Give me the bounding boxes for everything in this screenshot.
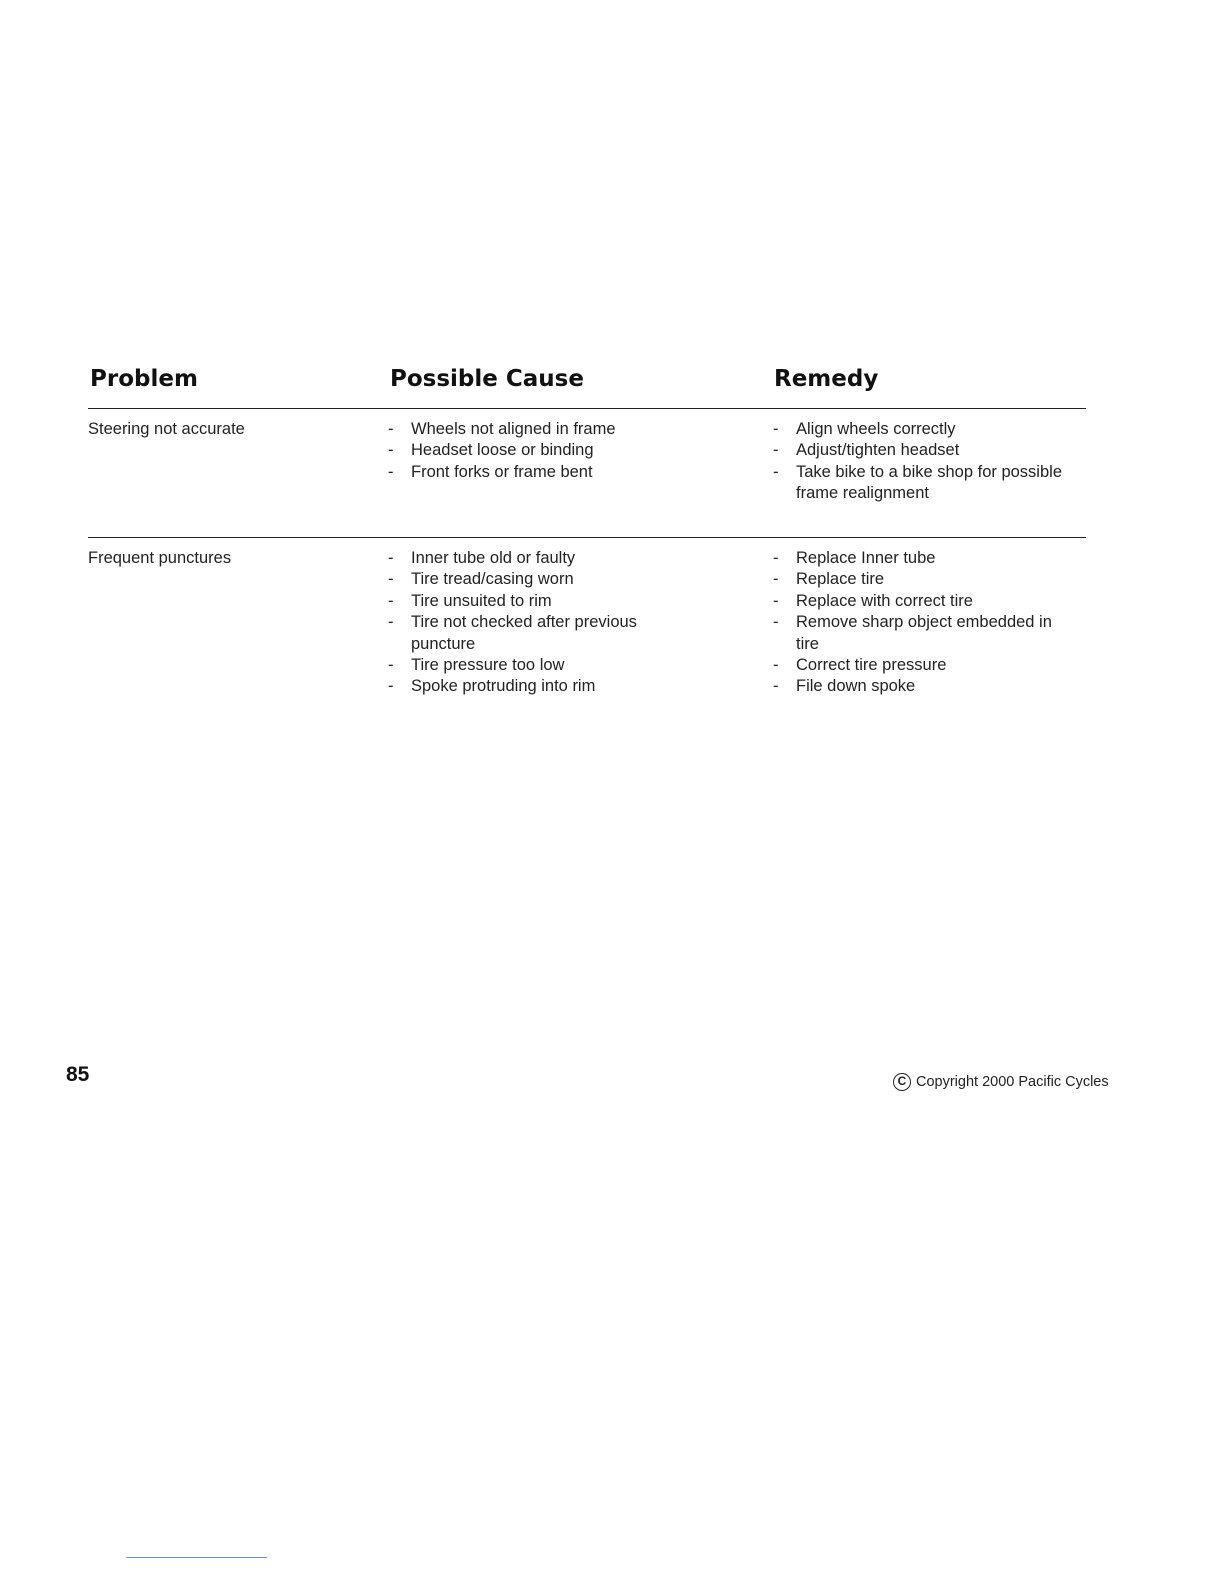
table-row: [88, 538, 1086, 708]
list-item: - Tire unsuited to rim: [386, 591, 686, 612]
copyright-notice: [893, 1073, 1109, 1091]
list-item: - Replace with correct tire: [771, 591, 1086, 612]
list-item: - Inner tube old or faulty: [386, 548, 686, 569]
list-item: - Correct tire pressure: [771, 655, 1086, 676]
copyright-icon: C: [893, 1073, 911, 1091]
problem-cell: Frequent punctures: [88, 549, 232, 567]
list-item: - Headset loose or binding: [386, 440, 686, 461]
list-item: - Replace tire: [771, 569, 1086, 590]
page-number: 85: [66, 1063, 90, 1086]
header-possible-cause: Possible Cause: [390, 366, 584, 392]
list-item: - Adjust/tighten headset: [771, 440, 1086, 461]
list-item: - Tire tread/casing worn: [386, 569, 686, 590]
list-item: - Front forks or frame bent: [386, 462, 686, 483]
list-item: - Take bike to a bike shop for possible frame realignment: [771, 462, 1086, 505]
list-item: - Replace Inner tube: [771, 548, 1086, 569]
list-item: - File down spoke: [771, 676, 1086, 697]
remedies-list: [771, 548, 1086, 698]
header-problem: Problem: [90, 366, 198, 392]
causes-list: [386, 548, 686, 698]
header-remedy: Remedy: [774, 366, 879, 392]
list-item: - Spoke protruding into rim: [386, 676, 686, 697]
table-header: [88, 364, 1086, 409]
list-item: - Tire pressure too low: [386, 655, 686, 676]
list-item: - Remove sharp object embedded in tire: [771, 612, 1056, 655]
copyright-text: Copyright 2000 Pacific Cycles: [916, 1074, 1109, 1090]
problem-cell: Steering not accurate: [88, 420, 245, 438]
list-item: - Wheels not aligned in frame: [386, 419, 686, 440]
list-item: - Align wheels correctly: [771, 419, 1086, 440]
remedies-list: [771, 419, 1086, 505]
list-item: - Tire not checked after previous puncture: [386, 612, 671, 655]
troubleshooting-table: [88, 364, 1086, 708]
table-row: [88, 409, 1086, 538]
divider: [126, 1557, 267, 1558]
causes-list: [386, 419, 686, 483]
